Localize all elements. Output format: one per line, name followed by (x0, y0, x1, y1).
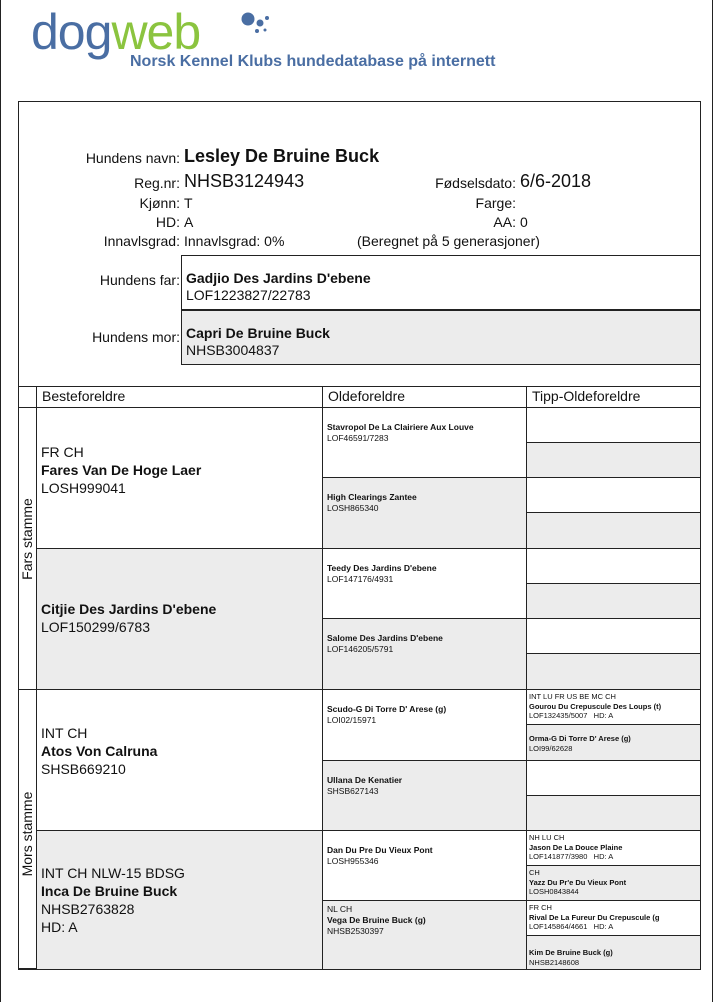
hd-value: A (184, 214, 194, 230)
ggp-reg: SHSB627143 (327, 786, 379, 796)
header-great-grandparents: Oldeforeldre (322, 386, 527, 408)
mors-stamme-label: Mors stamme (19, 791, 35, 877)
mother-reg: NHSB3004837 (186, 342, 280, 358)
inbreeding-value: Innavlsgrad: 0% (184, 233, 285, 249)
ggp-name: Scudo-G Di Torre D' Arese (g) (327, 704, 447, 714)
gggp-reg: LOF141877/3980 (529, 852, 588, 861)
gp-title: FR CH (41, 444, 84, 460)
gggp-hd: HD: A (593, 922, 614, 931)
gggp-hd: HD: A (593, 711, 614, 720)
gggp-14[interactable] (526, 900, 701, 936)
logo-part1: dog (31, 4, 112, 60)
logo-part2: web (111, 4, 201, 60)
sex-label: Kjønn: (139, 195, 180, 211)
ggp-name: High Clearings Zantee (327, 492, 417, 502)
gggp-name: Kim De Bruine Buck (g) (529, 948, 613, 957)
reg-label: Reg.nr: (134, 175, 180, 191)
mother-label: Hundens mor: (92, 329, 180, 345)
dog-name-label: Hundens navn: (85, 150, 180, 166)
logo-subtitle: Norsk Kennel Klubs hundedatabase på internett (130, 53, 496, 70)
gggp-title: FR CH (529, 903, 552, 912)
gp-name: Fares Van De Hoge Laer (41, 462, 202, 478)
gggp-2[interactable] (526, 477, 701, 513)
grandparent-0[interactable] (36, 407, 323, 549)
grandparent-2[interactable] (36, 689, 323, 831)
mother-box[interactable] (181, 310, 701, 365)
ggp-title: NL CH (327, 904, 353, 914)
gggp-hd: HD: A (593, 852, 614, 861)
ggp-name: Salome Des Jardins D'ebene (327, 633, 443, 643)
ggp-name: Stavropol De La Clairiere Aux Louve (327, 422, 474, 432)
gp-reg: LOF150299/6783 (41, 619, 150, 635)
great-grandparent-1[interactable] (322, 477, 527, 549)
color-label: Farge: (475, 195, 516, 211)
ggp-reg: LOF147176/4931 (327, 574, 394, 584)
inbreeding-label: Innavlsgrad: (103, 233, 180, 249)
ggp-name: Ullana De Kenatier (327, 775, 403, 785)
ggp-reg: LOF46591/7283 (327, 433, 389, 443)
gggp-name: Orma-G Di Torre D' Arese (g) (529, 734, 631, 743)
header-great-great-grandparents: Tipp-Oldeforeldre (526, 386, 701, 408)
gggp-reg: LOF145864/4661 (529, 922, 588, 931)
mother-name: Capri De Bruine Buck (186, 325, 330, 341)
gggp-0[interactable] (526, 407, 701, 443)
fars-stamme-label: Fars stamme (19, 498, 35, 580)
gggp-6[interactable] (526, 618, 701, 654)
gggp-5[interactable] (526, 583, 701, 619)
gp-name: Atos Von Calruna (41, 743, 158, 759)
gp-title: INT CH (41, 725, 88, 741)
ggp-name: Dan Du Pre Du Vieux Pont (327, 845, 433, 855)
gggp-13[interactable] (526, 865, 701, 901)
ggp-reg: LOI02/15971 (327, 715, 377, 725)
gggp-name: Rival De La Fureur Du Crepuscule (g (529, 912, 660, 922)
gggp-1[interactable] (526, 442, 701, 478)
ggp-name: Teedy Des Jardins D'ebene (327, 563, 437, 573)
ggp-reg: LOSH955346 (327, 856, 379, 866)
gggp-title: CH (529, 868, 540, 877)
gggp-7[interactable] (526, 653, 701, 690)
gggp-12[interactable] (526, 830, 701, 866)
gggp-reg: NHSB2148608 (529, 957, 580, 967)
gp-reg: NHSB2763828 (41, 901, 135, 917)
father-box[interactable] (181, 255, 701, 310)
gp-title: INT CH NLW-15 BDSG (41, 865, 185, 881)
gp-reg: LOSH999041 (41, 480, 126, 496)
great-grandparent-5[interactable] (322, 760, 527, 831)
gp-extra: HD: A (41, 919, 78, 935)
grandparent-3[interactable] (36, 830, 323, 970)
great-grandparent-4[interactable] (322, 689, 527, 761)
inbreeding-note: (Beregnet på 5 generasjoner) (357, 233, 540, 249)
aa-value: 0 (520, 214, 528, 230)
birth-value: 6/6-2018 (520, 171, 592, 191)
gggp-15[interactable] (526, 935, 701, 970)
gggp-name: Gourou Du Crepuscule Des Loups (t) (529, 701, 662, 711)
gp-name: Inca De Bruine Buck (41, 883, 178, 899)
header-spacer (18, 386, 37, 408)
reg-value: NHSB3124943 (184, 171, 305, 191)
gggp-title: INT LU FR US BE MC CH (529, 692, 616, 701)
ggp-reg: LOF146205/5791 (327, 644, 394, 654)
gggp-title: NH LU CH (529, 833, 565, 842)
page-border-left (0, 0, 1, 1002)
great-grandparent-3[interactable] (322, 618, 527, 690)
header-grandparents: Besteforeldre (36, 386, 323, 408)
sex-value: T (184, 195, 193, 211)
gggp-10[interactable] (526, 760, 701, 796)
ggp-name: Vega De Bruine Buck (g) (327, 915, 426, 925)
gp-name: Citjie Des Jardins D'ebene (41, 601, 217, 617)
great-grandparent-2[interactable] (322, 548, 527, 619)
gggp-name: Jason De La Douce Plaine (529, 842, 623, 852)
grandparent-1[interactable] (36, 548, 323, 690)
ggp-reg: NHSB2530397 (327, 926, 384, 936)
aa-label: AA: (493, 214, 516, 230)
great-grandparent-7[interactable] (322, 900, 527, 970)
gggp-4[interactable] (526, 548, 701, 584)
hd-label: HD: (155, 214, 180, 230)
father-name: Gadjio Des Jardins D'ebene (186, 270, 371, 286)
gggp-3[interactable] (526, 512, 701, 549)
birth-label: Fødselsdato: (435, 175, 516, 191)
gggp-reg: LOI99/62628 (529, 743, 573, 753)
gggp-11[interactable] (526, 795, 701, 831)
gggp-name: Yazz Du Pr'e Du Vieux Pont (529, 877, 627, 887)
great-grandparent-0[interactable] (322, 407, 527, 478)
gggp-reg: LOF132435/5007 (529, 711, 588, 720)
logo-dots-icon (238, 10, 272, 40)
ggp-reg: LOSH865340 (327, 503, 379, 513)
gggp-8[interactable] (526, 689, 701, 725)
father-reg: LOF1223827/22783 (186, 287, 311, 303)
dog-name: Lesley De Bruine Buck (184, 146, 380, 166)
gggp-reg: LOSH0843844 (529, 887, 579, 896)
great-grandparent-6[interactable] (322, 830, 527, 901)
father-label: Hundens far: (99, 272, 180, 288)
gp-reg: SHSB669210 (41, 761, 126, 777)
gggp-9[interactable] (526, 724, 701, 761)
